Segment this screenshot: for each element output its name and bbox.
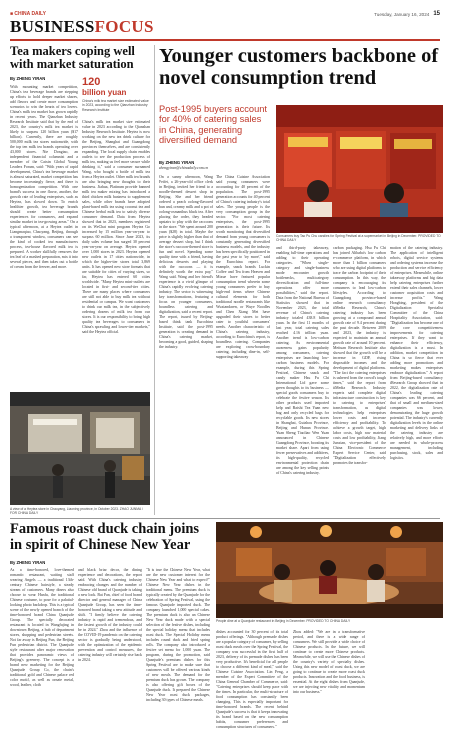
column-divider: [154, 45, 155, 515]
duck-column-5: Zhou added: "We are in a transformative period, and there is a wide range of consumers. We still provide a wide choice of Chinese products. In the future, we will continue to create more Chinese products. Meanwhile, we will use the Chinese dishes of the country's variety of specialty dishes. Using this new model of roast duck, we are going to continue to create more roast duck products. Innovation and the food business, is essential. At the eight dishes from Quanjude, we are injecting new vitality and momentum into our business.": [293, 630, 365, 694]
page-number: 15: [433, 11, 440, 17]
tea-stat-number: 120: [82, 76, 101, 88]
duck-column-6: [370, 630, 443, 740]
story-divider: [10, 518, 440, 519]
heytea-store-photo: [10, 392, 150, 505]
tea-stat-unit: billion yuan: [82, 88, 127, 97]
heytea-photo-caption: A view of a Heytea store in Chaoyang, Liaoning province, in October 2023. ZHAO JUNMA / FOR CHINA DAILY: [10, 507, 143, 516]
tea-byline-wrap: [10, 76, 78, 84]
duck-column-3: "It is true the Chinese New Year, what are the new customer interest for the Chinese New Year and what to expect?" Chinese New Year dishes in the traditional menu. The premium duck is typically created by the Quanjude for the celebration of Spring Festival, using the famous Quanjude imported duck. The company launched 1,000 special cakes. The premium duck is also an Chinese New Year duck made with a special selection of the festive dishes, including the special holiday menu that includes roast duck. The Special Holiday menu includes round duck and fried spring rolls. The company also introduced a festive set menu for 1,000 yuan. The program, during the promotion, said Quanjude's premium dishes for this Spring Festival are to make sure that customers will be offered various kinds of new meals. The demand for the premium duck has grown. The company is also offering gift boxes of the Quanjude duck. It prepared the Chinese New Year roast duck packages, including 30 types of Chinese meals.: [146, 568, 210, 702]
younger-byline-wrap: [159, 160, 269, 171]
duck-headline: Famous roast duck chain joins in spirit of Chinese New Year: [10, 521, 200, 553]
quanjude-diners-photo: [216, 522, 443, 618]
quanjude-photo-caption: People dine at a Quanjude restaurant in Beijing in December. PROVIDED TO CHINA DAILY: [216, 619, 351, 623]
younger-byline: By ZHENG YIRAN: [159, 160, 195, 165]
younger-column-5: mation of the catering industry. The application of intelligent robots, digital service systems and ordering systems increase the production and service efficiency of enterprises. Meanwhile, online takeaway platforms and big data help catering enterprises further extend their sales channels, lower customer acquisition costs and increase profits." Wang Hongbing, president of the Digitalization Specialist Committee of the China Hospitality Association, said: "Digitalization has become one of the core competitiveness improvements for catering enterprises. If they want to enhance their efficiency, digitalization is a must. In addition, market competition in China is so fierce that ever adding more promotions and marketing makes enterprises embrace digitalization." A report from Beijing-based consultancy iResearch Group showed that in 2022, the digitalization rate of China's leading catering companies was 66 percent, and that of small and medium-sized companies was lower, demonstrating the huge growth potential. The industry's currently digitalization levels in the online marketing and delivery links of the catering industry are relatively high, and more efforts are needed in whole-process management, including purchasing, stock, sales and logistics.: [390, 246, 443, 460]
younger-column-3: and third-party takeaway, enabling full-time operations and adding to their operating categories. "When single-category and single-business mode encounter growth bottlenecks, multicategory diversification and full-time operations offer more possibilities," said the report. Data from the National Bureau of Statistics showed that in November 2023, the total revenue of China's catering industry totaled 438.8 billion yuan. In the first 11 months of last year, total catering sales reached 4.16 trillion yuan. Another trend is low-carbon catering. As environmental awareness gains popularity among consumers, catering enterprises are launching low-carbon business models. For example, during this Spring Festival, Chinese snack and candy maker Hsu Fu Chi International Ltd gave some green thoughts to its business — special goods consumers buy to celebrate the festive season. Its other products used imported kelp and Baishi Tea Yuan new bag and only recycled bags for recyclable goods. Its new stores in Shanghai, Guizhou Province, Beijing and Hunan Province. Yuan Sheng Tiaoliao Wen Yuan announced in Chinese Guangdong Province, boosting its market share. Apart from using fewer preservatives and additives, its high-quality, recycled environmental protection chain are among the key selling points of China's catering industry.: [276, 246, 329, 475]
younger-column-1: On a sunny afternoon, Wang Feifei, a 26-year-old office clerk in Beijing, invited her friend to a noodle-themed dessert shop in Beijing. She and her friend ordered a peach oolong-flavored bun and, creamy milk and a pot of oolong-osmanthus black tea. After placing the order, they headed upstairs to play with the raccoons in the store. "We spent around 200 yuan ($28) in total. Maybe the price is slightly higher than that of average dessert shop, but I think the store's raccoon-themed store is fun and novel. Spending some quality time with a friend, having delicious desserts and playing with the raccoons — it is definitely worth the extra pay," Wang said. Wang and her friend's experience is a vivid glimpse of China's rapidly evolving catering industry. The sector is witnessing key transformations, featuring a focus on younger consumers, boundless catering and digitalization, said a recent report. The report, issued by Beijing-based think tank Eurochina Institute, said the post-1995 generation is creating demand in China's catering market, becoming a good, guided, shaping the industry.: [159, 175, 213, 349]
candy-photo-caption: Consumers buy Tao Pu Chu candies for Spring Festival at a supermarket in Beijing in December. PROVIDED TO CHINA DAILY: [276, 234, 441, 243]
section-title-part1: BUSINESS: [10, 17, 95, 36]
younger-deck: Post-1995 buyers account for 40% of catering sales in China, generating diversified demand: [159, 104, 268, 146]
candy-shoppers-photo: [276, 105, 443, 233]
section-title-part2: FOCUS: [94, 17, 154, 36]
tea-byline: By ZHENG YIRAN: [10, 76, 46, 81]
duck-byline-wrap: [10, 560, 74, 568]
section-rule: [10, 39, 440, 41]
duck-column-2: and black briar decor, the dining experience and decorations, the report said. With China's catering industry embracing changes and the number of Chinese old brand of Quanjude is taking a new look. Bai Fan, chief of food brand director and general manager of China Quanjude Group, has seen the time-honored brand taking a new attitude and shift. "I firmly believe the catering industry is rapid and tremendous, and the fastest growth of the industry could be in 2024." Zhou and the influence of the COVID-19 pandemic on the catering sector is gradually being understood, with the optimization of the epidemic prevention and control measures, the catering industry will certainly rise back in 2024.: [78, 568, 142, 662]
duck-byline: By ZHENG YIRAN: [10, 560, 46, 565]
tea-headline: Tea makers coping well with market saturation: [10, 44, 135, 72]
younger-column-4: carbon packaging. Hsu Fu Chi has joined Alibaba's low carbon e-commerce platform, in which more than 1 billion consumers who are using digital platforms to trace the carbon footprint of their consumption. In this way, the company is encouraging its consumers to lead low-carbon lifestyles. According to Guangdong province-based online research consultancy iiMedia Research, China's catering industry has been growing at a compound annual growth rate of 9.4 percent during the past decade. Between 2009 and 2023, the industry is expected to maintain an annual growth rate of around 10 percent. Meituan Research Institute also showed that the growth will be a increase in GDP, rising disposable incomes and the development of digital platforms. "The fact the catering enterprises is ushered from the crowd's tough times," said the report from iiMedia Research. Industry experts said complete digital infrastructure construction is key to catering to enterprises' transformation, as digital technologies help enterprises lower costs and increase efficiency and profitability. To achieve a growth target, high labor costs, high raw material costs and low profitability, Jiang Junxian, vice-president of the China Electronic Commerce Expert Service Center, said "Digitalization effectively promotes the transfor-: [333, 246, 386, 465]
duck-column-4: dishes accounted for 30 percent of its total product offerings. "Although premade dishes are a popular category of consumer, by selling roast duck meals over the Spring Festival, the company was successful in the first half of 2023, delivery of its premade dishes has been very productive. It's beneficial for all people to choose a different kind of meal," said the Chinese Cuisine Association. Lin Feng, a member of the Expert Committee of the China General Chamber of Commerce, said: "Catering enterprises should keep pace with the times. In particular, the multi-structure of food consumption has constantly been changing. This is especially important for time-honored brands. The recent behind Quanjude's success is that it keeps innovating its brand based on the new consumption habits, consumer preferences and consumption structures of consumers.": [216, 630, 288, 729]
tea-stat-box: [82, 77, 150, 112]
tea-column-1: With mounting market competition, China's tea beverage brands are stepping up efforts to hold deeper market shares, add flavors and create more consumption scenarios to win the hearts of tea lovers. China's milk tea market has grown rapidly in recent years. The Qianzhan Industry Research Institute said that by the end of 2023, the country's milk tea market is likely to surpass 120 billion yuan ($17 billion). Currently, there are roughly 500,000 milk tea stores nationwide, with the top ten milk tea brands operating over 43,000 stores. Nie Dongtao, an independent financial columnist and a member of the Caixin Global Young Leaders Forum, said: "With years of rapid development, China's tea beverage market is almost saturated, market competition has become increasingly fierce, and there is homogenization competition. With one brand's success in one flavor, another, the growth rate of leading enterprises, such as Heytea, has slowed down. To enrich healthier growth, tea beverage brands should create better consumption experiences for consumers, and expand similar market in tea-growing areas." On a typical afternoon, at a Heytea outlet in Liangmaqiao, Chaoyang, Beijing, through a transparent window, consumers can see the kind of cooked tea manufacturers process, tea-house flavored milk tea is prepared. A worker skillfully removes the tea leaf of a mashed preparation, mix it into several pieces, and then takes out a bottle of cream from the freezer, and more.: [10, 85, 78, 269]
newspaper-logo: ■ CHINA DAILY: [10, 11, 46, 17]
section-title: [10, 17, 154, 37]
duck-column-1: As a time-honored, love-themed romantic restaurant, waiting staff wearing Angels — a traditional 13th-century Chinese hairstyle, a steady stream of customers. Many diners also choose to wear Hanfu, the traditional Chinese costume, to pose for a palatial-looking photo backdrop. This is a typical scene of the newly opened branch of the time-honored brand China Quanjude Group. The specially decorated restaurant is located in Wangfujing in downtown Beijing, a hub of department stores, shopping and pedestrian streets. Not far away is Beijing Fun, the Beijing Fun pedestrian district. The Quanjude style restaurant after major renovation that provides panoramic views of Beijing's greenery. The concept is a brand new marketing for the Beijing Quanjude Group Co, the chain's traditional gold and Chinese palace red color motif, as well as ornate metal, wood, leather, cloth: [10, 568, 74, 687]
tea-stat-desc: China's milk tea market size estimated value in 2023, according to the Qianzhan Industry Research Institute: [82, 99, 149, 112]
tea-column-2: China's milk tea market size estimated value in 2023 according to the Qianzhan Industry Research Institute. Heytea is now working on the new tea drink culture for the Beijing, Shanghai and Guangdong provinces themselves, and are consistently expanding. The local supply chain enables outlets to see the production process of milk tea, making us feel more secure while drinking it," said a consumer surnamed Wang, who bought a bottle of milk tea from a Heytea outlet. Other milk tea brands are also bringing new thoughts to their business. Jiahua, Platinum provide banned milk tea maker mixing has introduced a third chicken milk business to supplement sales, while other brands have adopted plant-based milk tea using coconut tea and Chinese herbal milk tea to satisfy diverse consumer demand. Data from Heytea showed that in 2023, members registered on its WeChat mini program Heytea Go increased by 15 million year-on-year to surpass 60 million. Since June 2023, its daily sales volume has surged 30 percent year-on-year on average. Heytea opened over 1,000 stores in 2023. Heytea opened new outlets in 17 cities nationwide, in which the higher-tier stores total 3,869 units. It has opened new store formats that are suitable for cities of varying sizes, so far, Heytea has entered 60 cities worldwide. "Many Heytea mini-outlets are located in first- and second-tier cities. There are many places where consumers are still not able to buy milk tea without residential or campus. We want customers to drink our milk tea, in the subjectively ordering dozens of milk tea from our stores. It is our responsibility to bring high quality tea beverages to consumers in China's sprawling and lower-tier markets," said the Heytea official.: [82, 120, 150, 334]
issue-date: Tuesday, January 16, 2024: [374, 11, 430, 17]
younger-column-2: The China Cuisine Association said young consumers were accounting for 40 percent of the population. The post-1995 generation accounts for 40 percent of China's catering industry's total sales. The young people is the very consumption group in the sector. "For most catering enterprises, the post-1995 generation is their future. Its worth monitoring that diversified demand from young consumers is constantly generating diversified business models, and the industry has been specifically positioned in the past year to 'try more'," said the Eurochina report. For example, snack brands Luckin Coffee and Tea from Heaven and Mixue have featured popular consumption trend wherein some young consumers prefer to buy high-end items where Chinese cultural elements for both traditional noodle restaurants like Wuxiandaren, or Wuye Noodles and Chen Xiang Mei have upgraded their stores to better cater to youthful consumers' needs. Another characteristic of China's catering industry, according to Eurochina's report, is boundless catering. Companies are exploring cross-boundary catering, including dine-in, self-supporting takeaway: [216, 175, 270, 359]
younger-headline: Younger customers backbone of novel consumption trend: [159, 45, 439, 89]
younger-email: zhengyiran@chinadaily.com.cn: [159, 166, 209, 170]
